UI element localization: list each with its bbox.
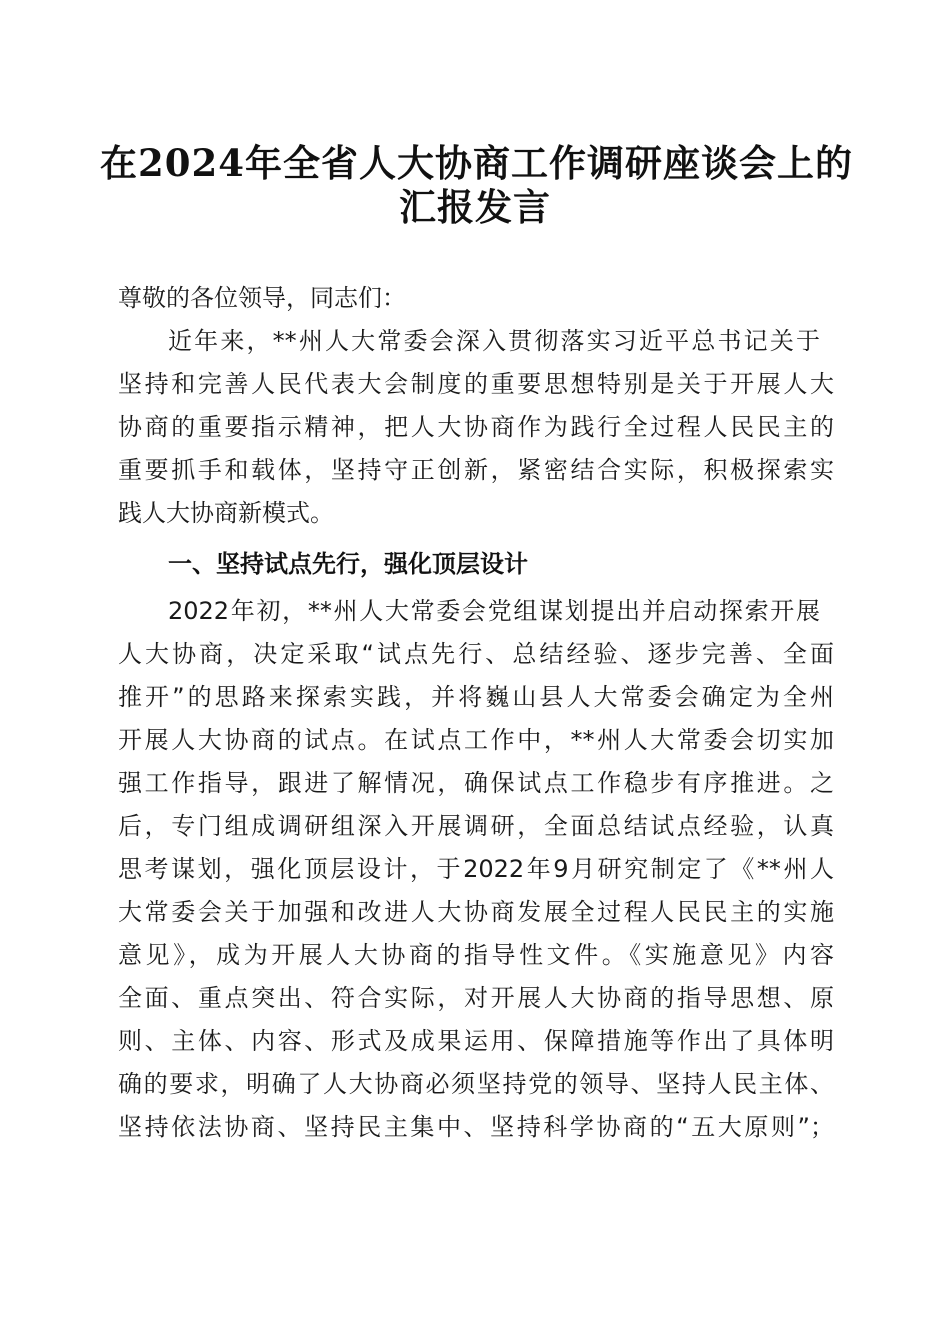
body-line: 2022年初，**州人大常委会党组谋划提出并启动探索开展 — [168, 597, 820, 625]
intro-line: 践人大协商新模式。 — [118, 499, 334, 527]
body-line: 思考谋划，强化顶层设计，于2022年9月研究制定了《**州人 — [118, 855, 834, 883]
body-line: 全面、重点突出、符合实际，对开展人大协商的指导思想、原 — [118, 984, 834, 1012]
intro-line: 近年来，**州人大常委会深入贯彻落实习近平总书记关于 — [168, 327, 820, 355]
section-heading: 一、坚持试点先行，强化顶层设计 — [168, 550, 528, 578]
intro-line: 协商的重要指示精神，把人大协商作为践行全过程人民民主的 — [118, 413, 834, 441]
body-line: 大常委会关于加强和改进人大协商发展全过程人民民主的实施 — [118, 898, 834, 926]
body-line: 开展人大协商的试点。在试点工作中，**州人大常委会切实加 — [118, 726, 834, 754]
document-title-line-1: 在2024年全省人大协商工作调研座谈会上的 — [100, 141, 853, 185]
intro-line: 坚持和完善人民代表大会制度的重要思想特别是关于开展人大 — [118, 370, 834, 398]
body-line: 确的要求，明确了人大协商必须坚持党的领导、坚持人民主体、 — [118, 1070, 834, 1098]
salutation: 尊敬的各位领导，同志们： — [118, 284, 406, 312]
body-line: 推开”的思路来探索实践，并将巍山县人大常委会确定为全州 — [118, 683, 834, 711]
intro-line: 重要抓手和载体，坚持守正创新，紧密结合实际，积极探索实 — [118, 456, 834, 484]
body-line: 后，专门组成调研组深入开展调研，全面总结试点经验，认真 — [118, 812, 834, 840]
body-line: 强工作指导，跟进了解情况，确保试点工作稳步有序推进。之 — [118, 769, 834, 797]
body-line: 则、主体、内容、形式及成果运用、保障措施等作出了具体明 — [118, 1027, 834, 1055]
body-line: 人大协商，决定采取“试点先行、总结经验、逐步完善、全面 — [118, 640, 834, 668]
document-title-line-2: 汇报发言 — [399, 185, 551, 229]
body-line: 意见》，成为开展人大协商的指导性文件。《实施意见》内容 — [118, 941, 834, 969]
body-line: 坚持依法协商、坚持民主集中、坚持科学协商的“五大原则”； — [118, 1113, 834, 1141]
